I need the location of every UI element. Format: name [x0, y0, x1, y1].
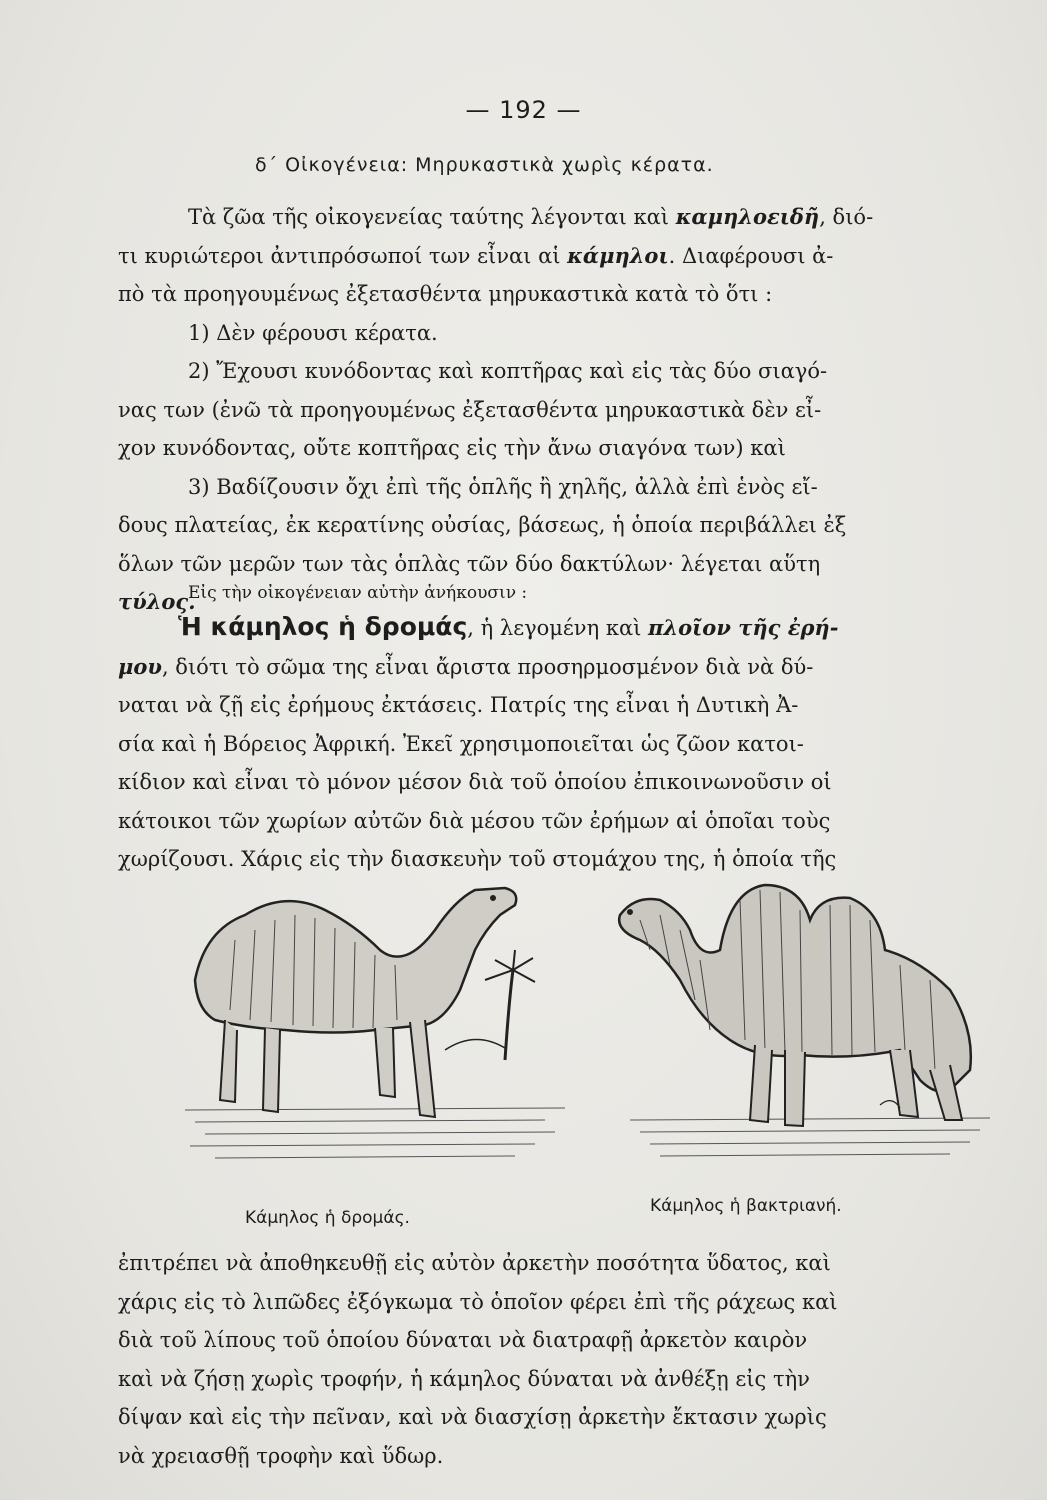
- text-line: κίδιον καὶ εἶναι τὸ μόνον μέσον διὰ τοῦ ὁποίου ἐπικοινωνοῦσιν οἱ: [118, 770, 832, 794]
- emphasis-term: κάμηλοι: [567, 242, 669, 268]
- bactrian-illustration: [600, 870, 1000, 1170]
- list-item-2: 2) Ἔχουσι κυνόδοντας καὶ κοπτῆρας καὶ εἰς τὰς δύο σιαγό-: [188, 359, 828, 383]
- text-line: ἐπιτρέπει νὰ ἀποθηκευθῇ εἰς αὐτὸν ἀρκετὴν ποσότητα ὕδατος, καὶ: [118, 1251, 831, 1275]
- closing-paragraph: [118, 1244, 1043, 1475]
- camel-paragraph: [118, 578, 1043, 879]
- emphasis-term: πλοῖον τῆς ἐρή-: [648, 615, 839, 640]
- dromedary-illustration: [175, 870, 575, 1170]
- text-line: Τὰ ζῶα τῆς οἰκογενείας ταύτης λέγονται καὶ καμηλοειδῆ, διό-: [188, 204, 874, 229]
- text-line: πὸ τὰ προηγουμένως ἐξετασθέντα μηρυκαστικὰ κατὰ τὸ ὅτι :: [118, 282, 773, 306]
- text-line: δους πλατείας, ἐκ κερατίνης οὐσίας, βάσεως, ἡ ὁποία περιβάλλει ἐξ: [118, 513, 847, 537]
- text-line: κάτοικοι τῶν χωρίων αὐτῶν διὰ μέσου τῶν ἐρήμων αἱ ὁποῖαι τοὺς: [118, 808, 831, 833]
- text-line: χον κυνόδοντας, οὔτε κοπτῆρας εἰς τὴν ἄνω σιαγόνα των) καὶ: [118, 436, 786, 460]
- section-subtitle: δ΄ Οἰκογένεια: Μηρυκαστικὰ χωρὶς κέρατα.: [255, 154, 714, 176]
- caption-dromedary: Κάμηλος ἡ δρομάς.: [245, 1208, 410, 1228]
- text-line: νὰ χρειασθῇ τροφὴν καὶ ὕδωρ.: [118, 1443, 444, 1468]
- page-number: — 192 —: [465, 96, 582, 124]
- intro-paragraph: [118, 198, 1043, 622]
- text-line: διὰ τοῦ λίπους τοῦ ὁποίου δύναται νὰ διατραφῇ ἀρκετὸν καιρὸν: [118, 1328, 808, 1352]
- caption-bactrian: Κάμηλος ἡ βακτριανή.: [650, 1196, 842, 1216]
- text-line: χωρίζουσι. Χάρις εἰς τὴν διασκευὴν τοῦ στομάχου της, ἡ ὁποία τῆς: [118, 847, 837, 871]
- text-line: καὶ νὰ ζήσῃ χωρὶς τροφήν, ἡ κάμηλος δύναται νὰ ἀνθέξῃ εἰς τὴν: [118, 1366, 810, 1391]
- dromedary-drawing: [175, 870, 575, 1170]
- emphasis-term: καμηλοειδῆ: [675, 204, 820, 229]
- bactrian-drawing: [600, 870, 1000, 1170]
- text-line: τι κυριώτεροι ἀντιπρόσωποί των εἶναι αἱ κάμηλοι. Διαφέρουσι ἀ-: [118, 242, 834, 268]
- text-line: νας των (ἐνῶ τὰ προηγουμένως ἐξετασθέντα μηρυκαστικὰ δὲν εἶ-: [118, 397, 822, 422]
- text-line: σία καὶ ἡ Βόρειος Ἀφρική. Ἐκεῖ χρησιμοποιεῖται ὡς ζῶον κατοι-: [118, 731, 804, 756]
- text-line: ὅλων τῶν μερῶν των τὰς ὁπλὰς τῶν δύο δακτύλων· λέγεται αὕτη: [118, 551, 821, 576]
- list-item-3: 3) Βαδίζουσιν ὄχι ἐπὶ τῆς ὁπλῆς ἢ χηλῆς, ἀλλὰ ἐπὶ ἑνὸς εἴ-: [188, 474, 818, 499]
- text-line: δίψαν καὶ εἰς τὴν πεῖναν, καὶ νὰ διασχίσῃ ἀρκετὴν ἔκτασιν χωρὶς: [118, 1405, 827, 1429]
- text-line: χάρις εἰς τὸ λιπῶδες ἐξόγκωμα τὸ ὁποῖον φέρει ἐπὶ τῆς ράχεως καὶ: [118, 1289, 838, 1314]
- list-item-1: 1) Δὲν φέρουσι κέρατα.: [188, 320, 438, 345]
- text-line: Ἡ κάμηλος ἡ δρομάς, ἡ λεγομένη καὶ πλοῖον τῆς ἐρή-: [178, 612, 839, 641]
- emphasis-term: τύλος.: [118, 589, 196, 614]
- text-line: ναται νὰ ζῇ εἰς ἐρήμους ἐκτάσεις. Πατρίς της εἶναι ἡ Δυτικὴ Ἀ-: [118, 693, 799, 717]
- text-line: μου, διότι τὸ σῶμα της εἶναι ἄριστα προσηρμοσμένον διὰ νὰ δύ-: [118, 653, 814, 679]
- emphasis-term: μου: [118, 653, 162, 679]
- family-intro: Εἰς τὴν οἰκογένειαν αὐτὴν ἀνήκουσιν :: [188, 583, 528, 603]
- species-heading: Ἡ κάμηλος ἡ δρομάς: [178, 612, 468, 641]
